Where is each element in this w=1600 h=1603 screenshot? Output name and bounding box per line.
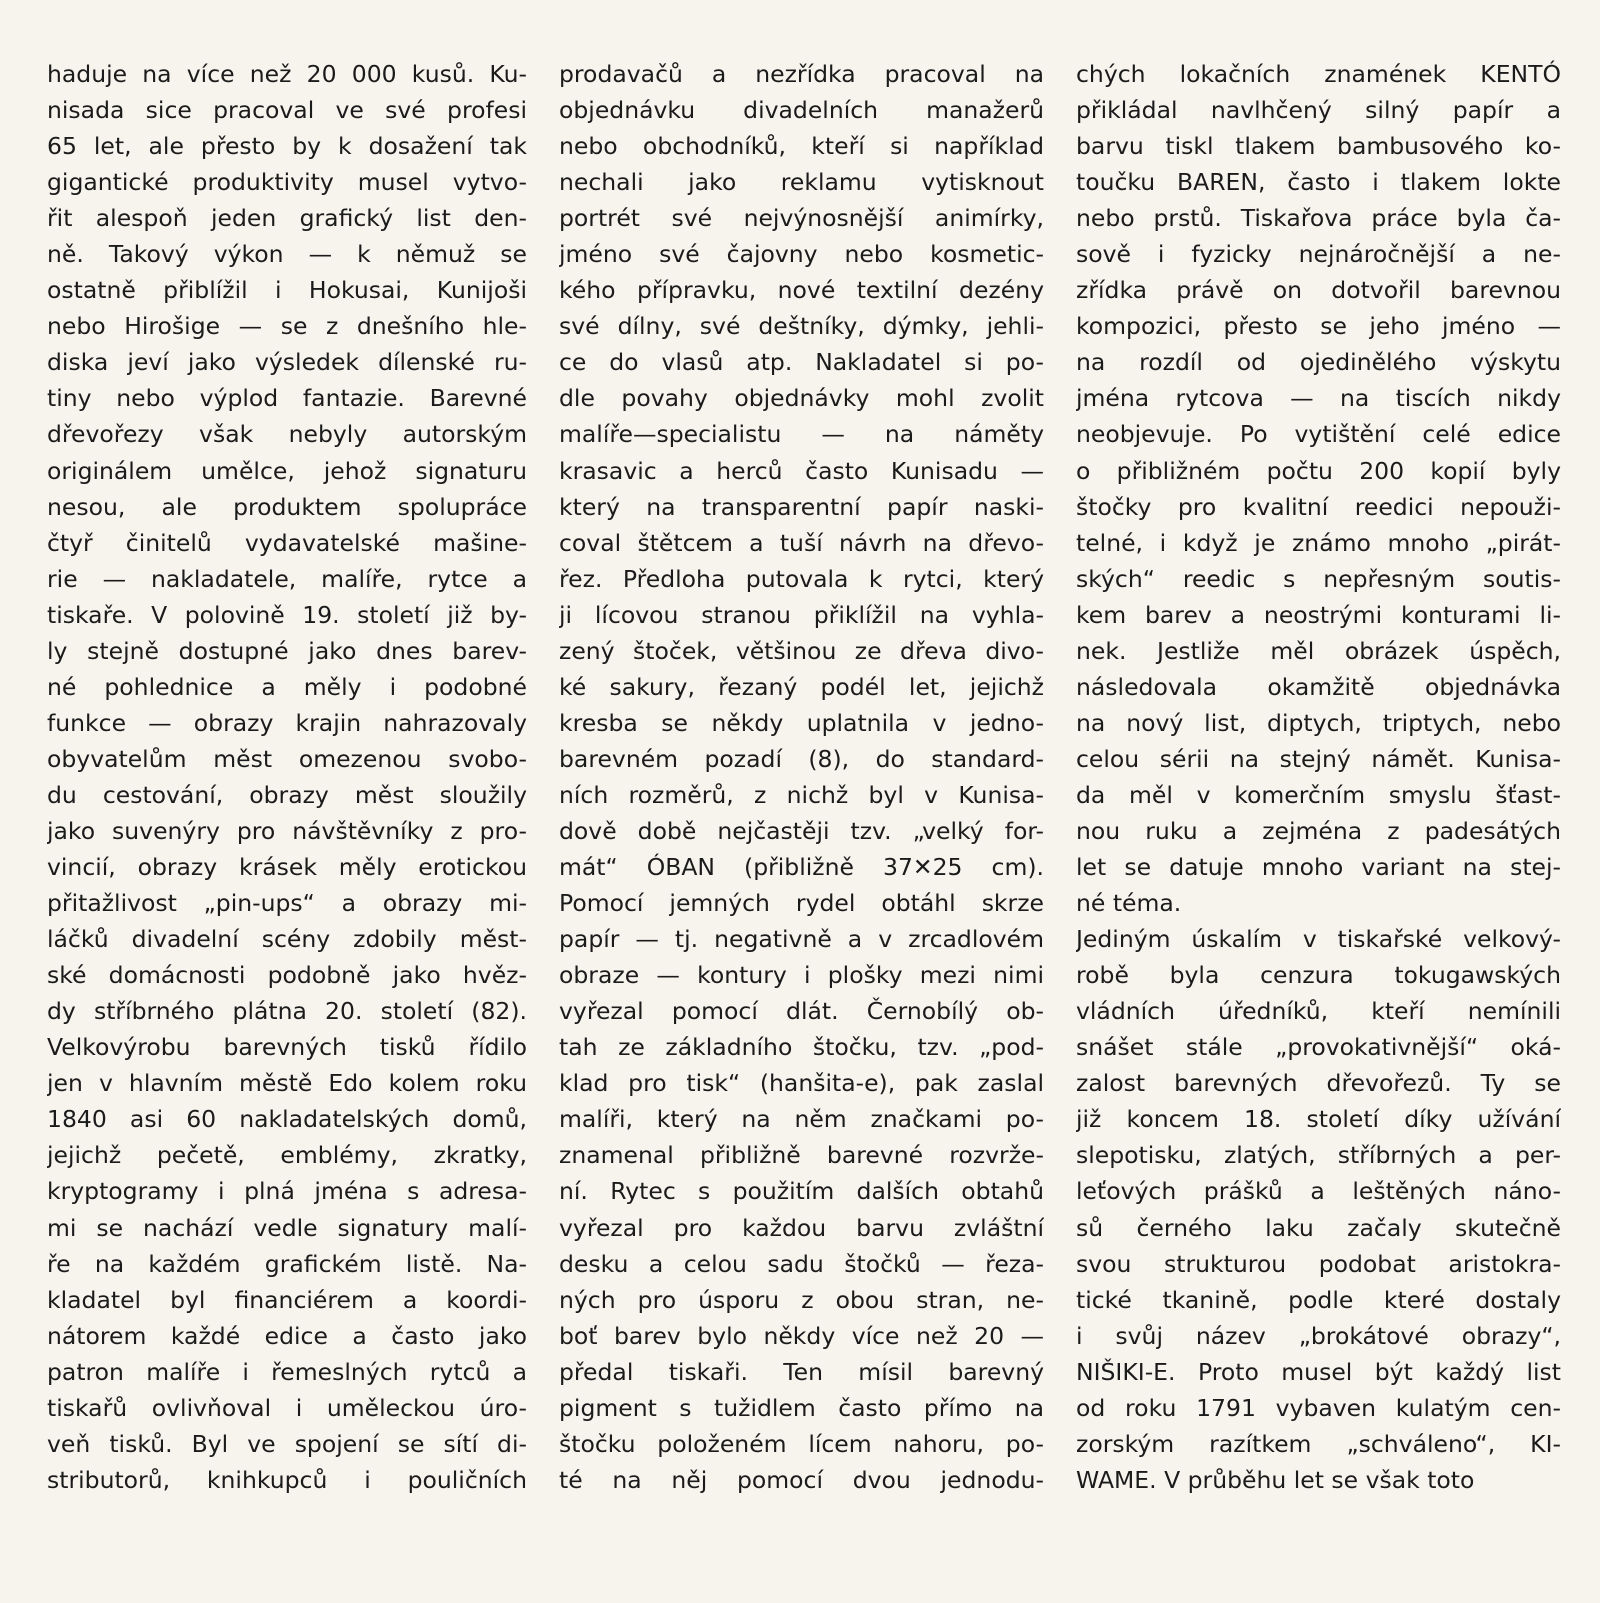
text-line: dy stříbrného plátna 20. století (82). bbox=[47, 997, 527, 1026]
text-line: 65 let, ale přesto by k dosažení tak bbox=[47, 132, 527, 161]
text-line: jako suvenýry pro návštěvníky z pro- bbox=[47, 816, 527, 845]
text-line: haduje na více než 20 000 kusů. Ku- bbox=[47, 60, 527, 88]
text-line: klad pro tisk“ (hanšita-e), pak zaslal bbox=[559, 1069, 1044, 1098]
text-line: originálem umělce, jehož signaturu bbox=[47, 456, 527, 485]
text-line: veň tisků. Byl ve spojení se sítí di- bbox=[47, 1429, 527, 1458]
text-line: té na něj pomocí dvou jednodu- bbox=[559, 1465, 1044, 1494]
text-line: čtyř činitelů vydavatelské mašine- bbox=[47, 528, 527, 557]
text-line: přitažlivost „pin-ups“ a obrazy mi- bbox=[47, 889, 527, 918]
text-line: jen v hlavním městě Edo kolem roku bbox=[47, 1069, 527, 1098]
text-line: celou sérii na stejný námět. Kunisa- bbox=[1076, 744, 1561, 773]
text-line: funkce — obrazy krajin nahrazovaly bbox=[47, 708, 527, 737]
text-line: který na transparentní papír naski- bbox=[559, 492, 1044, 521]
text-line: pigment s tužidlem často přímo na bbox=[559, 1393, 1044, 1422]
text-line: ce do vlasů atp. Nakladatel si po- bbox=[559, 348, 1044, 377]
text-line: své dílny, své deštníky, dýmky, jehli- bbox=[559, 312, 1044, 341]
text-line: dle povahy objednávky mohl zvolit bbox=[559, 384, 1044, 413]
text-line: ké sakury, řezaný podél let, jejichž bbox=[559, 672, 1044, 701]
text-line: NIŠIKI-E. Proto musel být každý list bbox=[1076, 1357, 1561, 1386]
text-line: přikládal navlhčený silný papír a bbox=[1076, 96, 1561, 125]
text-line: štočku položeném lícem nahoru, po- bbox=[559, 1429, 1044, 1458]
text-line: toučku BAREN, často i tlakem lokte bbox=[1076, 168, 1561, 197]
text-line: ských“ reedic s nepřesným soutis- bbox=[1076, 564, 1561, 593]
text-line: nek. Jestliže měl obrázek úspěch, bbox=[1076, 636, 1561, 665]
text-line: znamenal přibližně barevné rozvrže- bbox=[559, 1141, 1044, 1170]
text-line: svou strukturou podobat aristokra- bbox=[1076, 1249, 1561, 1278]
text-line: o přibližném počtu 200 kopií byly bbox=[1076, 456, 1561, 485]
text-line: nisada sice pracoval ve své profesi bbox=[47, 96, 527, 125]
text-line: obyvatelům měst omezenou svobo- bbox=[47, 744, 527, 773]
text-line: rie — nakladatele, malíře, rytce a bbox=[47, 564, 527, 593]
text-column-left bbox=[47, 56, 527, 1498]
text-line: od roku 1791 vybaven kulatým cen- bbox=[1076, 1393, 1561, 1422]
text-line: né téma. bbox=[1076, 889, 1182, 918]
text-line: papír — tj. negativně a v zrcadlovém bbox=[559, 925, 1044, 954]
text-line: ře na každém grafickém listě. Na- bbox=[47, 1249, 527, 1278]
text-line: tiskaře. V polovině 19. století již by- bbox=[47, 600, 527, 629]
text-line: dově době nejčastěji tzv. „velký for- bbox=[559, 816, 1044, 845]
text-line: nátorem každé edice a často jako bbox=[47, 1321, 527, 1350]
text-line: řez. Předloha putovala k rytci, který bbox=[559, 564, 1044, 593]
text-line: robě byla cenzura tokugawských bbox=[1076, 961, 1561, 990]
text-line: ostatně přiblížil i Hokusai, Kunijoši bbox=[47, 276, 527, 305]
text-line: ně. Takový výkon — k němuž se bbox=[47, 240, 527, 269]
text-line: kompozici, přesto se jeho jméno — bbox=[1076, 312, 1561, 341]
text-line: diska jeví jako výsledek dílenské ru- bbox=[47, 348, 527, 377]
text-line: sově i fyzicky nejnáročnější a ne- bbox=[1076, 240, 1561, 269]
text-line: ji lícovou stranou přiklížil na vyhla- bbox=[559, 600, 1044, 629]
text-line: chých lokačních znamének KENTÓ bbox=[1076, 60, 1561, 88]
text-line: barevném pozadí (8), do standard- bbox=[559, 744, 1044, 773]
text-line: obraze — kontury i plošky mezi nimi bbox=[559, 961, 1044, 990]
text-line: vládních úředníků, kteří nemínili bbox=[1076, 997, 1561, 1026]
text-line: na nový list, diptych, triptych, nebo bbox=[1076, 708, 1561, 737]
text-line: i svůj název „brokátové obrazy“, bbox=[1076, 1321, 1561, 1350]
text-line: barvu tiskl tlakem bambusového ko- bbox=[1076, 132, 1561, 161]
text-line: coval štětcem a tuší návrh na dřevo- bbox=[559, 528, 1044, 557]
text-line: né pohlednice a měly i podobné bbox=[47, 672, 527, 701]
text-line: ních rozměrů, z nichž byl v Kunisa- bbox=[559, 780, 1044, 809]
text-line: patron malíře i řemeslných rytců a bbox=[47, 1357, 527, 1386]
text-line: řit alespoň jeden grafický list den- bbox=[47, 204, 527, 233]
text-line: předal tiskaři. Ten mísil barevný bbox=[559, 1357, 1044, 1386]
text-line: Pomocí jemných rydel obtáhl skrze bbox=[559, 889, 1044, 918]
text-line: desku a celou sadu štočků — řeza- bbox=[559, 1249, 1044, 1278]
text-line: na rozdíl od ojedinělého výskytu bbox=[1076, 348, 1561, 377]
text-line: tiskařů ovlivňoval i uměleckou úro- bbox=[47, 1393, 527, 1422]
text-line: kem barev a neostrými konturami li- bbox=[1076, 600, 1561, 629]
text-line: nebo obchodníků, kteří si například bbox=[559, 132, 1044, 161]
text-line: nou ruku a zejména z padesátých bbox=[1076, 816, 1561, 845]
text-line: du cestování, obrazy měst sloužily bbox=[47, 780, 527, 809]
text-line: mát“ ÓBAN (přibližně 37✕25 cm). bbox=[559, 853, 1044, 882]
text-line: neobjevuje. Po vytištění celé edice bbox=[1076, 420, 1561, 449]
text-line: jména rytcova — na tiscích nikdy bbox=[1076, 384, 1561, 413]
text-line: nesou, ale produktem spolupráce bbox=[47, 492, 527, 521]
text-line: malíře—specialistu — na náměty bbox=[559, 420, 1044, 449]
text-line: slepotisku, zlatých, stříbrných a per- bbox=[1076, 1141, 1561, 1170]
text-line: prodavačů a nezřídka pracoval na bbox=[559, 60, 1044, 88]
text-line: vincií, obrazy krásek měly erotickou bbox=[47, 853, 527, 882]
text-line: boť barev bylo někdy více než 20 — bbox=[559, 1321, 1044, 1350]
text-column-middle bbox=[559, 56, 1044, 1498]
text-column-right bbox=[1076, 56, 1561, 1498]
text-line: nebo Hirošige — se z dnešního hle- bbox=[47, 312, 527, 341]
text-line: zřídka právě on dotvořil barevnou bbox=[1076, 276, 1561, 305]
text-line: sů černého laku začaly skutečně bbox=[1076, 1213, 1561, 1242]
text-line: tické tkanině, podle které dostaly bbox=[1076, 1285, 1561, 1314]
text-line: objednávku divadelních manažerů bbox=[559, 96, 1044, 125]
text-line: ní. Rytec s použitím dalších obtahů bbox=[559, 1177, 1044, 1206]
text-line: stributorů, knihkupců i pouličních bbox=[47, 1465, 527, 1494]
text-line: malíři, který na něm značkami po- bbox=[559, 1105, 1044, 1134]
text-line: 1840 asi 60 nakladatelských domů, bbox=[47, 1105, 527, 1134]
text-line: da měl v komerčním smyslu šťast- bbox=[1076, 780, 1561, 809]
text-line: Velkovýrobu barevných tisků řídilo bbox=[47, 1033, 527, 1062]
text-line: WAME. V průběhu let se však toto bbox=[1076, 1465, 1475, 1494]
text-line: nechali jako reklamu vytisknout bbox=[559, 168, 1044, 197]
text-line: let se datuje mnoho variant na stej- bbox=[1076, 853, 1561, 882]
text-line: již koncem 18. století díky užívání bbox=[1076, 1105, 1561, 1134]
text-line: kryptogramy i plná jména s adresa- bbox=[47, 1177, 527, 1206]
text-line: tah ze základního štočku, tzv. „pod- bbox=[559, 1033, 1044, 1062]
text-line: vyřezal pomocí dlát. Černobílý ob- bbox=[559, 997, 1044, 1026]
text-line: štočky pro kvalitní reedici nepouži- bbox=[1076, 492, 1561, 521]
text-line: zorským razítkem „schváleno“, KI- bbox=[1076, 1429, 1561, 1458]
text-line: jméno své čajovny nebo kosmetic- bbox=[559, 240, 1044, 269]
text-line: jejichž pečetě, emblémy, zkratky, bbox=[47, 1141, 527, 1170]
text-line: zalost barevných dřevořezů. Ty se bbox=[1076, 1069, 1561, 1098]
text-line: ské domácnosti podobně jako hvěz- bbox=[47, 961, 527, 990]
text-line: kresba se někdy uplatnila v jedno- bbox=[559, 708, 1044, 737]
text-line: krasavic a herců často Kunisadu — bbox=[559, 456, 1044, 485]
text-line: leťových prášků a leštěných náno- bbox=[1076, 1177, 1561, 1206]
text-line: mi se nachází vedle signatury malí- bbox=[47, 1213, 527, 1242]
text-line: zený štoček, většinou ze dřeva divo- bbox=[559, 636, 1044, 665]
text-line: ly stejně dostupné jako dnes barev- bbox=[47, 636, 527, 665]
text-line: ných pro úsporu z obou stran, ne- bbox=[559, 1285, 1044, 1314]
text-line: láčků divadelní scény zdobily měst- bbox=[47, 925, 527, 954]
text-line: vyřezal pro každou barvu zvláštní bbox=[559, 1213, 1044, 1242]
text-line: portrét své nejvýnosnější animírky, bbox=[559, 204, 1044, 233]
text-line: následovala okamžitě objednávka bbox=[1076, 672, 1561, 701]
text-line: Jediným úskalím v tiskařské velkový- bbox=[1076, 925, 1561, 954]
text-line: kladatel byl financiérem a koordi- bbox=[47, 1285, 527, 1314]
text-line: tiny nebo výplod fantazie. Barevné bbox=[47, 384, 527, 413]
text-line: telné, i když je známo mnoho „pirát- bbox=[1076, 528, 1561, 557]
text-line: nebo prstů. Tiskařova práce byla ča- bbox=[1076, 204, 1561, 233]
text-line: gigantické produktivity musel vytvo- bbox=[47, 168, 527, 197]
text-line: snášet stále „provokativnější“ oká- bbox=[1076, 1033, 1561, 1062]
text-line: dřevořezy však nebyly autorským bbox=[47, 420, 527, 449]
text-line: kého přípravku, nové textilní dezény bbox=[559, 276, 1044, 305]
